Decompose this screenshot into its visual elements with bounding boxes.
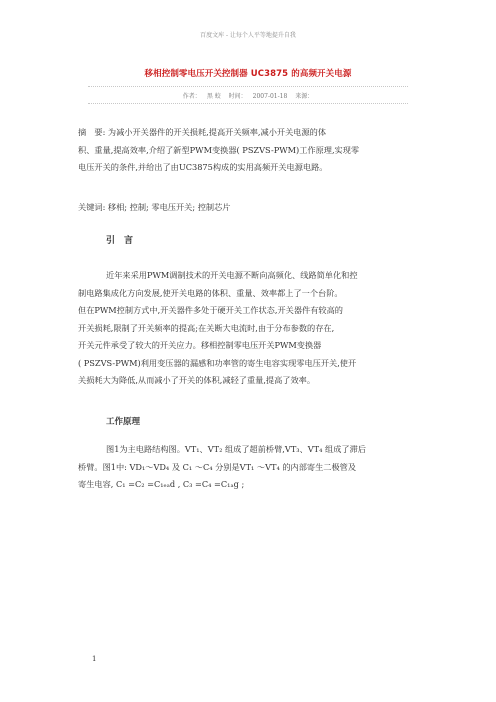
header-topline: 百度文库 - 让每个人平等地提升自我: [200, 32, 296, 39]
intro-line: ( PSZVS-PWM)利用变压器的漏感和功率管的寄生电容实现零电压开关,使开: [78, 357, 357, 368]
author-name: 黑 蛟: [206, 93, 221, 100]
principle-heading: 工作原理: [106, 417, 141, 427]
article-title: 移相控制零电压开关控制器 UC3875 的高频开关电源: [144, 69, 352, 79]
intro-heading: 引 言: [106, 236, 134, 246]
intro-line: 近年来采用PWM调制技术的开关电源不断向高频化、线路简单化和控: [106, 270, 358, 280]
title-divider-bottom: [88, 103, 408, 104]
abstract-line: 摘 要: 为减小开关器件的开关损耗,提高开关频率,减小开关电源的体: [78, 127, 327, 137]
intro-line: 但在PWM控制方式中,开关器件多处于硬开关工作状态,开关器件有较高的: [78, 305, 343, 315]
principle-line: 寄生电容, C₁ =C₂ =C₁ₑₐd , C₃ =C₄ =C₁ₐg ;: [78, 479, 245, 489]
abstract-line: 电压开关的条件,并给出了由UC3875构成的实用高频开关电源电路。: [78, 162, 328, 172]
intro-line: 开关元件承受了较大的开关应力。移相控制零电压开关PWM变换器: [78, 340, 322, 350]
title-divider-top: [88, 86, 408, 87]
principle-line: 图1为主电路结构图。VT₁、VT₂ 组成了超前桥臂,VT₃、VT₄ 组成了滞后: [106, 444, 366, 454]
principle-line: 桥臂。图1中: VD₁～VD₄ 及 C₁ ～C₄ 分别是VT₁ ～VT₄ 的内部寄生二极管及: [78, 461, 357, 472]
author-label: 作者：: [182, 93, 201, 100]
intro-line: 开关损耗,限制了开关频率的提高;在关断大电流时,由于分布参数的存在,: [78, 322, 335, 333]
principle-paragraph: [78, 441, 418, 494]
time-label: 时间：: [228, 93, 247, 100]
publish-date: 2007-01-18: [252, 93, 288, 100]
abstract-line: 积、重量,提高效率,介绍了新型PWM变换器( PSZVS-PWM)工作原理,实现零: [78, 144, 360, 155]
article-byline: [0, 91, 496, 100]
intro-line: 制电路集成化方向发展,使开关电路的体积、重量、效率都上了一个台阶。: [78, 287, 343, 298]
intro-line: 关损耗大为降低,从而减小了开关的体积,减轻了重量,提高了效率。: [78, 375, 316, 385]
page-number: 1: [92, 655, 97, 663]
abstract-paragraph: [78, 124, 418, 177]
intro-paragraph: [78, 267, 418, 390]
source-label: 来源：: [295, 93, 314, 100]
keywords-line: 关键词: 移相; 控制; 零电压开关; 控制芯片: [78, 202, 231, 212]
